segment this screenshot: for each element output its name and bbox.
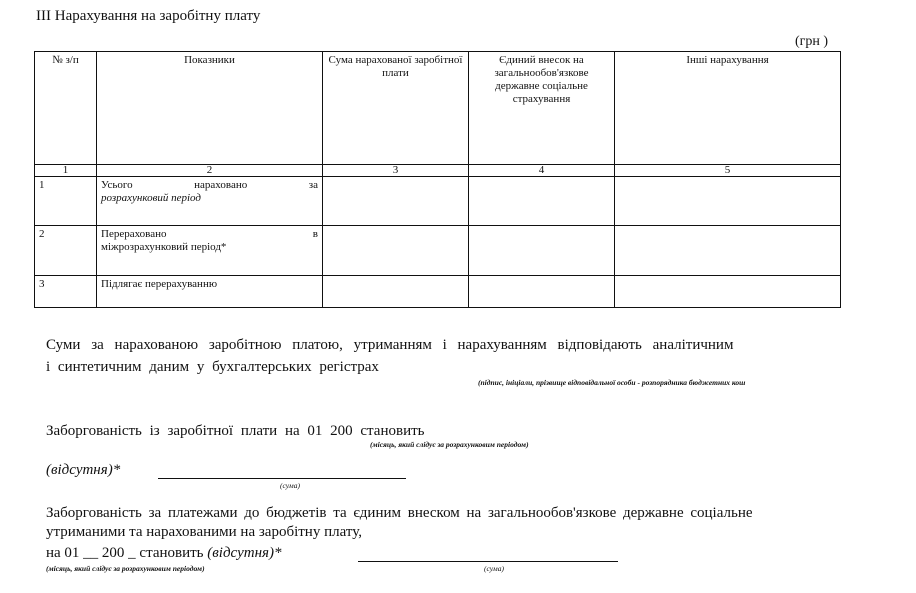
confirmation-text-line2: і синтетичним даним у бухгалтерських регістрах (46, 359, 379, 375)
value-cell[interactable] (323, 276, 469, 308)
budget-debt-text-line2: утриманими та нарахованими на заробітну плату, (46, 524, 362, 540)
header-cell: Єдиний внесок на загальнообов'язкове державне соціальне страхування (469, 52, 615, 165)
value-cell[interactable] (323, 177, 469, 226)
section-title: III Нарахування на заробітну плату (36, 8, 261, 24)
salary-debt-text: Заборгованість із заробітної плати на 01 200 становить (46, 423, 425, 439)
value-cell[interactable] (615, 226, 841, 276)
table-row (35, 226, 841, 276)
row-number: 3 (35, 276, 97, 308)
column-number: 3 (323, 165, 469, 177)
sum-input-line[interactable] (158, 478, 406, 479)
sum-input-line-2[interactable] (358, 561, 618, 562)
header-cell: Сума нарахованої заробітної плати (323, 52, 469, 165)
sum-caption-2: (сума) (484, 564, 504, 573)
table-header-row (35, 52, 841, 165)
value-cell[interactable] (615, 177, 841, 226)
header-cell: Інші нарахування (615, 52, 841, 165)
budget-debt-text-line1: Заборгованість за платежами до бюджетів та єдиним внеском на загальнообов'язкове державне соціальне (46, 505, 753, 521)
column-number: 5 (615, 165, 841, 177)
row-label: Перераховано в міжрозрахунковий період* (97, 226, 323, 276)
value-cell[interactable] (615, 276, 841, 308)
month-caption: (місяць, який слідує за розрахунковим періодом) (370, 440, 529, 449)
header-cell: № з/п (35, 52, 97, 165)
absent-label: (відсутня)* (46, 462, 121, 478)
row-number: 1 (35, 177, 97, 226)
accruals-table (34, 51, 841, 308)
row-label: Усього нараховано за розрахунковий період (97, 177, 323, 226)
column-number-row (35, 165, 841, 177)
currency-unit: (грн ) (795, 34, 829, 49)
table-row (35, 276, 841, 308)
column-number: 4 (469, 165, 615, 177)
column-number: 1 (35, 165, 97, 177)
value-cell[interactable] (469, 177, 615, 226)
sum-caption: (сума) (280, 481, 300, 490)
value-cell[interactable] (323, 226, 469, 276)
row-label: Підлягає перерахуванню (97, 276, 323, 308)
month-caption-2: (місяць, який слідує за розрахунковим періодом) (46, 564, 205, 573)
signature-caption: (підпис, ініціали, прізвище відповідальної особи - розпорядника бюджетних кош (478, 378, 746, 387)
value-cell[interactable] (469, 226, 615, 276)
confirmation-text-line1: Суми за нарахованою заробітною платою, утриманням і нарахуванням відповідають аналітичним (46, 337, 734, 353)
column-number: 2 (97, 165, 323, 177)
table-row (35, 177, 841, 226)
budget-debt-text-line3: на 01 __ 200 _ становить (відсутня)* (46, 545, 282, 561)
value-cell[interactable] (469, 276, 615, 308)
header-cell: Показники (97, 52, 323, 165)
row-number: 2 (35, 226, 97, 276)
